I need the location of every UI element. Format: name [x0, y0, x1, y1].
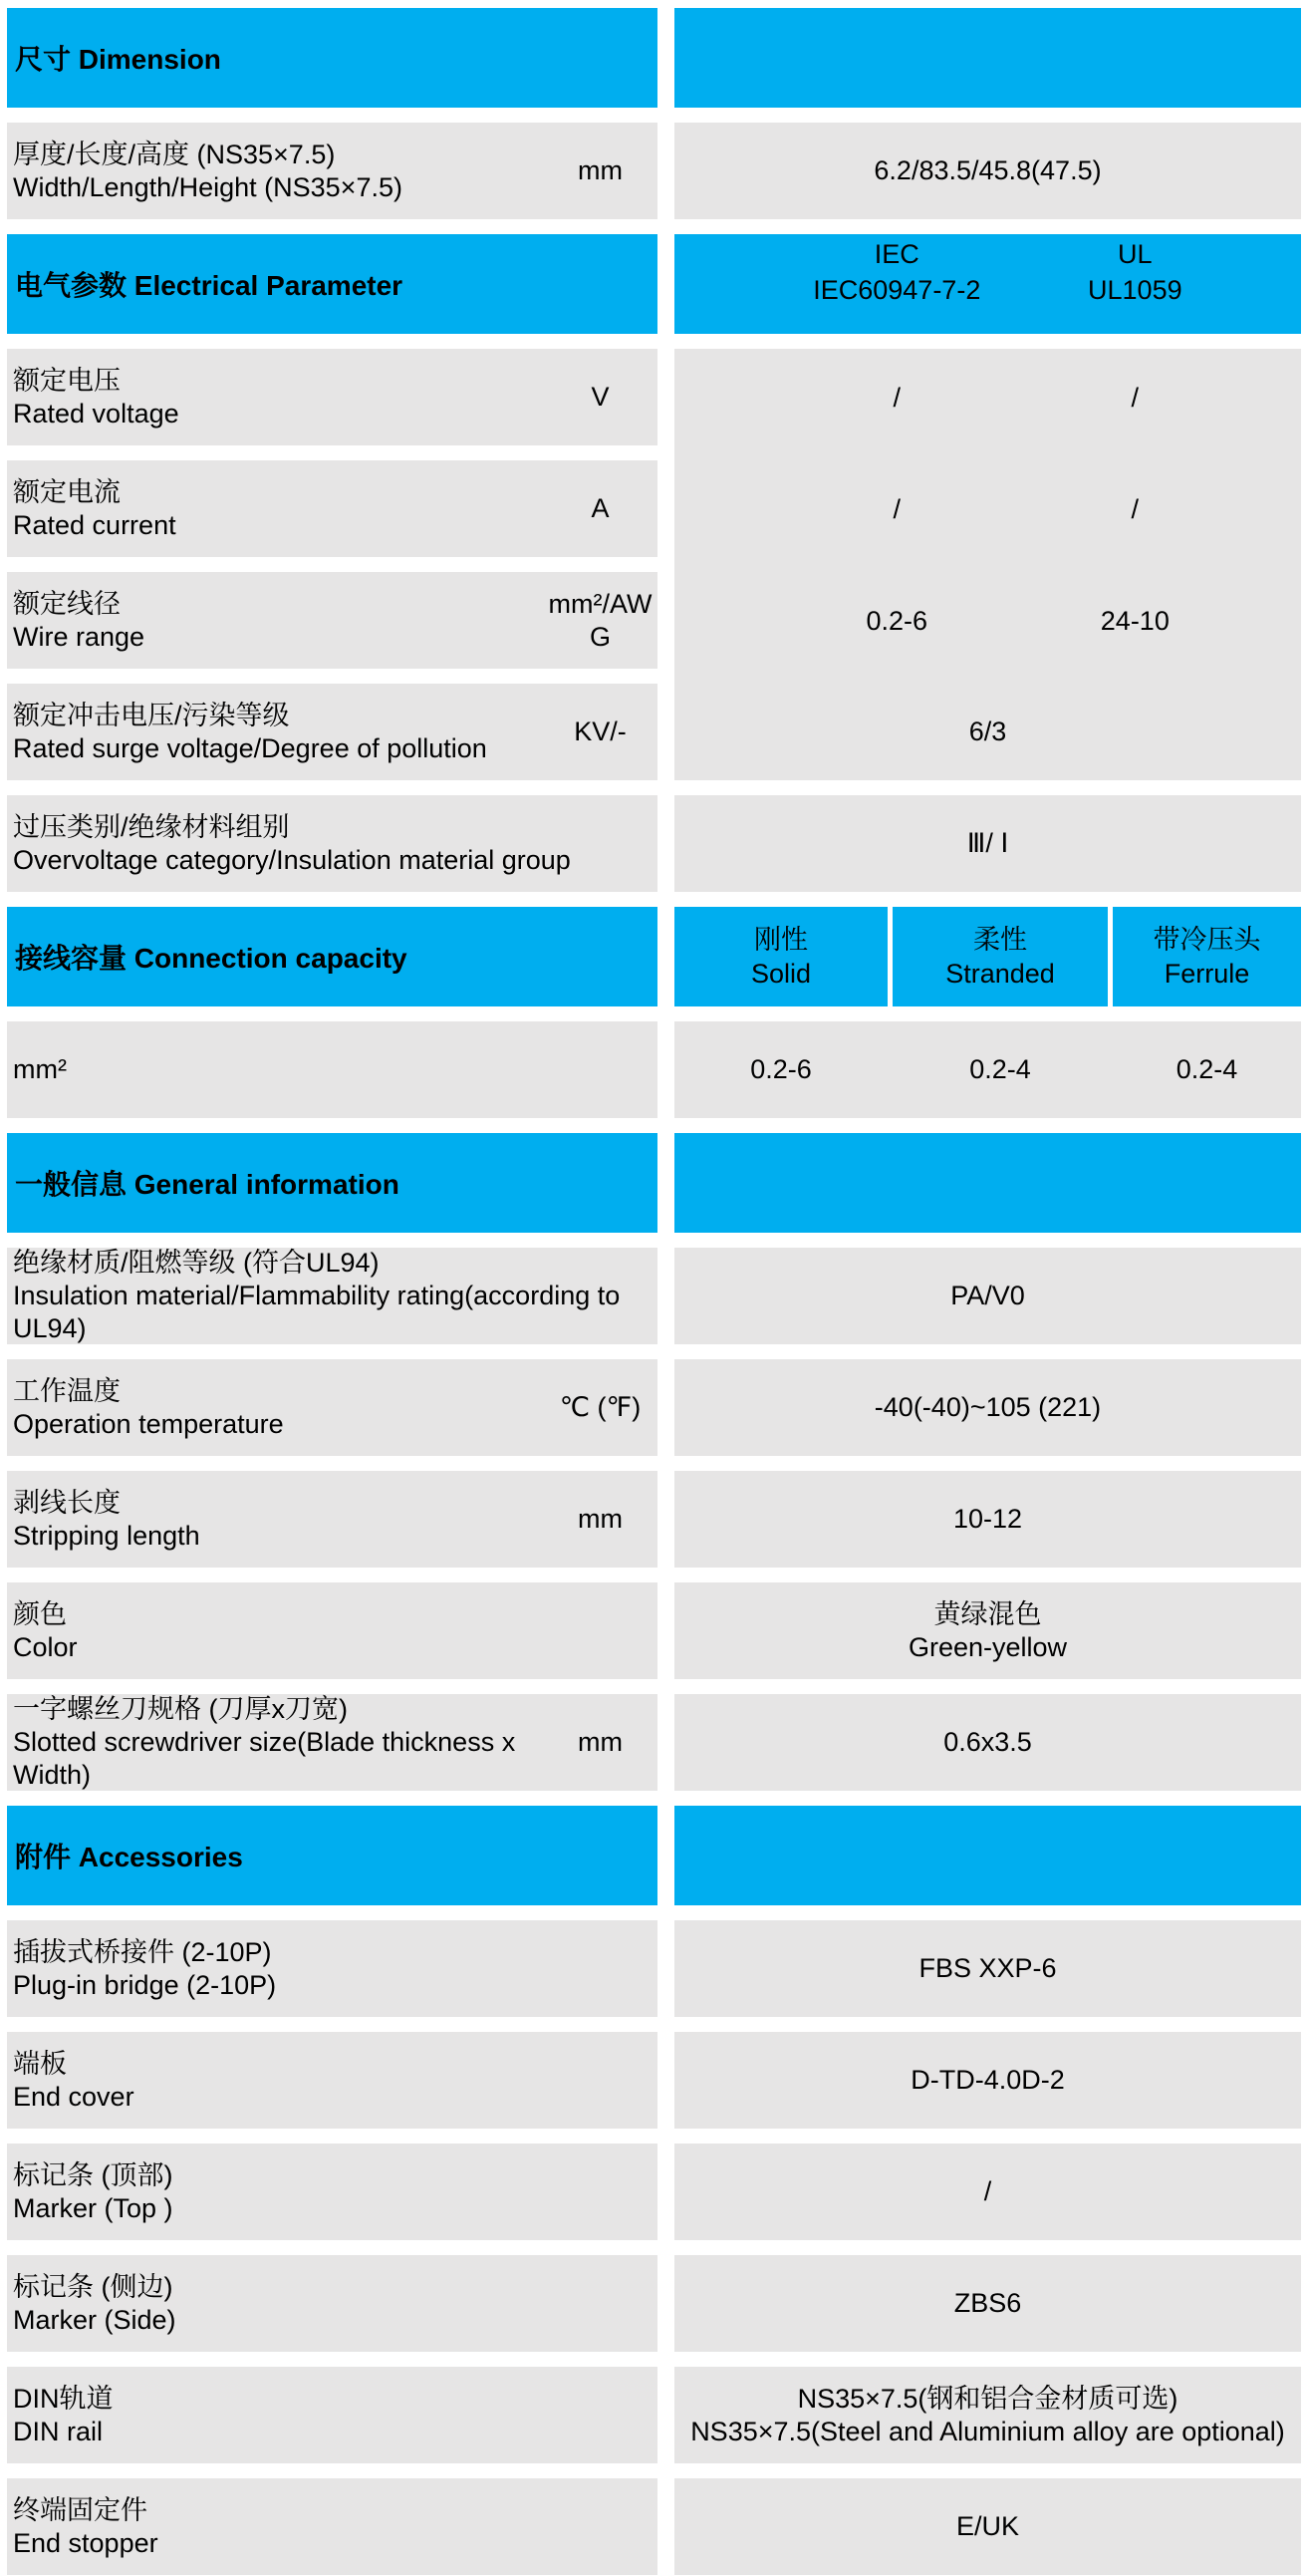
rated-voltage-unit: V	[591, 382, 610, 412]
bridge-label-cell	[7, 1920, 657, 2017]
connection-columns	[674, 907, 1301, 1006]
end-cover-value: D-TD-4.0D-2	[911, 2065, 1065, 2095]
connection-header-label: 接线容量 Connection capacity	[15, 943, 407, 974]
wire-range-label-en: Wire range	[13, 621, 145, 652]
ferrule-label-zh: 带冷压头	[1153, 925, 1261, 955]
accessories-header-cell	[7, 1806, 657, 1905]
capacity-mm2-label-cell	[7, 1021, 657, 1118]
accessories-header-spacer	[674, 1806, 1301, 1905]
marker-top-label-en: Marker (Top )	[13, 2192, 173, 2223]
marker-side-label-zh: 标记条 (侧边)	[13, 2271, 173, 2302]
rated-voltage-label	[13, 365, 543, 430]
screwdriver-value-cell	[674, 1694, 1301, 1791]
wire-range-values	[674, 572, 1301, 669]
stripping-label-en: Stripping length	[13, 1520, 200, 1551]
rated-voltage-ul-value: /	[1131, 382, 1140, 413]
iec-standard: IEC60947-7-2	[813, 275, 981, 305]
stripping-label	[13, 1487, 543, 1553]
stranded-label-zh: 柔性	[973, 925, 1027, 955]
row-end-stopper	[7, 2478, 1301, 2575]
stripping-unit: mm	[578, 1504, 623, 1534]
rated-current-values	[674, 460, 1301, 557]
stripping-value: 10-12	[952, 1504, 1023, 1534]
din-rail-value-en: NS35×7.5(Steel and Aluminium alloy are optional)	[690, 2416, 1285, 2446]
marker-top-label-cell	[7, 2144, 657, 2240]
electrical-labels-column	[7, 349, 657, 780]
screwdriver-unit: mm	[578, 1727, 623, 1757]
row-color	[7, 1582, 1301, 1679]
ul-label: UL	[1118, 239, 1153, 269]
marker-top-value: /	[983, 2176, 992, 2206]
end-cover-label	[13, 2048, 657, 2114]
row-rated-current-label	[7, 460, 657, 557]
end-stopper-value: E/UK	[955, 2511, 1020, 2541]
dimension-header-spacer	[674, 8, 1301, 108]
accessories-header-label: 附件 Accessories	[15, 1842, 243, 1872]
wire-range-iec-value: 0.2-6	[866, 605, 928, 636]
rated-voltage-iec-value: /	[893, 382, 902, 413]
din-rail-label-cell	[7, 2367, 657, 2463]
row-capacity-mm2	[7, 1021, 1301, 1118]
capacity-stranded-value: 0.2-4	[969, 1054, 1031, 1084]
stranded-label-en: Stranded	[945, 959, 1055, 989]
ul-standard: UL1059	[1088, 275, 1182, 305]
size-label-cell	[7, 123, 657, 219]
bridge-label-zh: 插拔式桥接件 (2-10P)	[13, 1936, 272, 1967]
row-wire-range-label	[7, 572, 657, 669]
electrical-header-label: 电气参数 Electrical Parameter	[15, 270, 403, 301]
din-rail-value-zh: NS35×7.5(钢和铝合金材质可选)	[797, 2383, 1178, 2414]
section-header-dimension	[7, 8, 1301, 108]
end-stopper-label-en: End stopper	[13, 2527, 158, 2558]
marker-side-value-cell	[674, 2255, 1301, 2352]
electrical-values-merged-cell	[674, 349, 1301, 780]
band-electrical-values	[7, 349, 1301, 780]
color-label-en: Color	[13, 1631, 78, 1662]
dimension-header-label: 尺寸 Dimension	[15, 44, 221, 75]
rated-current-label-zh: 额定电流	[13, 476, 121, 507]
wire-range-ul-value: 24-10	[1100, 605, 1170, 636]
row-marker-top	[7, 2144, 1301, 2240]
temperature-label	[13, 1375, 543, 1441]
color-value-zh: 黄绿混色	[933, 1598, 1042, 1629]
insulation-label-en: Insulation material/Flammability rating(according to UL94)	[13, 1281, 621, 1343]
section-header-connection	[7, 907, 1301, 1006]
end-stopper-label	[13, 2494, 657, 2560]
wire-range-label-zh: 额定线径	[13, 588, 121, 619]
overvoltage-label-zh: 过压类别/绝缘材料组别	[13, 811, 290, 842]
capacity-ferrule-value: 0.2-4	[1176, 1054, 1238, 1084]
stripping-label-zh: 剥线长度	[13, 1487, 121, 1518]
surge-label	[13, 700, 543, 765]
overvoltage-label	[13, 811, 657, 877]
insulation-label-cell	[7, 1248, 657, 1344]
screwdriver-label-en: Slotted screwdriver size(Blade thickness x Width)	[13, 1727, 516, 1790]
size-value-cell	[674, 123, 1301, 219]
row-rated-voltage-label	[7, 349, 657, 445]
screwdriver-label-zh: 一字螺丝刀规格 (刀厚x刀宽)	[13, 1694, 348, 1724]
overvoltage-value: Ⅲ/ Ⅰ	[966, 828, 1009, 858]
general-header-label: 一般信息 General information	[15, 1169, 399, 1200]
overvoltage-value-cell	[674, 795, 1301, 892]
ul-standard-column	[1088, 236, 1182, 308]
marker-side-label-en: Marker (Side)	[13, 2304, 176, 2335]
color-value-cell	[674, 1582, 1301, 1679]
connection-column-solid	[674, 907, 888, 1006]
marker-side-label	[13, 2271, 657, 2337]
end-cover-label-cell	[7, 2032, 657, 2129]
stripping-value-cell	[674, 1471, 1301, 1568]
row-surge-label	[7, 684, 657, 780]
iec-label: IEC	[874, 239, 919, 269]
size-label	[13, 139, 543, 204]
ferrule-label-en: Ferrule	[1164, 959, 1250, 989]
color-value-en: Green-yellow	[908, 1631, 1068, 1662]
connection-header-cell	[7, 907, 657, 1006]
end-stopper-label-zh: 终端固定件	[13, 2494, 147, 2525]
row-stripping	[7, 1471, 1301, 1568]
row-marker-side	[7, 2255, 1301, 2352]
size-label-en: Width/Length/Height (NS35×7.5)	[13, 171, 402, 202]
dimension-header-cell	[7, 8, 657, 108]
row-overvoltage	[7, 795, 1301, 892]
row-temperature	[7, 1359, 1301, 1456]
temperature-value: -40(-40)~105 (221)	[874, 1392, 1102, 1422]
capacity-mm2-values-cell	[674, 1021, 1301, 1118]
connection-column-stranded	[893, 907, 1108, 1006]
rated-current-iec-value: /	[893, 493, 902, 524]
end-cover-value-cell	[674, 2032, 1301, 2129]
surge-label-zh: 额定冲击电压/污染等级	[13, 700, 290, 730]
marker-top-label-zh: 标记条 (顶部)	[13, 2159, 173, 2190]
electrical-standards-cell	[674, 234, 1301, 334]
surge-unit: KV/-	[574, 716, 627, 746]
surge-label-en: Rated surge voltage/Degree of pollution	[13, 732, 487, 763]
electrical-header-cell	[7, 234, 657, 334]
marker-side-label-cell	[7, 2255, 657, 2352]
stripping-label-cell	[7, 1471, 657, 1568]
iec-standard-column	[813, 236, 980, 308]
screwdriver-label	[13, 1694, 543, 1791]
color-label-zh: 颜色	[13, 1598, 67, 1629]
temperature-label-zh: 工作温度	[13, 1375, 121, 1406]
section-header-general	[7, 1133, 1301, 1233]
section-header-electrical	[7, 234, 1301, 334]
marker-top-value-cell	[674, 2144, 1301, 2240]
row-insulation	[7, 1248, 1301, 1344]
surge-value: 6/3	[968, 716, 1007, 746]
solid-label-en: Solid	[750, 959, 812, 989]
overvoltage-label-cell	[7, 795, 657, 892]
insulation-value: PA/V0	[950, 1281, 1025, 1310]
din-rail-value-cell	[674, 2367, 1301, 2463]
rated-voltage-values	[674, 349, 1301, 445]
bridge-label-en: Plug-in bridge (2-10P)	[13, 1969, 277, 2000]
section-header-accessories	[7, 1806, 1301, 1905]
end-cover-label-zh: 端板	[13, 2048, 67, 2079]
connection-column-ferrule	[1113, 907, 1301, 1006]
bridge-value: FBS XXP-6	[918, 1953, 1057, 1983]
capacity-mm2-label: mm²	[13, 1054, 67, 1084]
insulation-label-zh: 绝缘材质/阻燃等级 (符合UL94)	[13, 1248, 380, 1278]
end-stopper-label-cell	[7, 2478, 657, 2575]
temperature-label-en: Operation temperature	[13, 1408, 284, 1439]
color-label-cell	[7, 1582, 657, 1679]
insulation-value-cell	[674, 1248, 1301, 1344]
din-rail-label	[13, 2383, 657, 2448]
row-din-rail	[7, 2367, 1301, 2463]
rated-voltage-label-zh: 额定电压	[13, 365, 121, 396]
size-value: 6.2/83.5/45.8(47.5)	[874, 155, 1102, 185]
bridge-value-cell	[674, 1920, 1301, 2017]
general-header-cell	[7, 1133, 657, 1233]
temperature-unit: ℃ (℉)	[559, 1392, 642, 1422]
general-header-spacer	[674, 1133, 1301, 1233]
end-stopper-value-cell	[674, 2478, 1301, 2575]
bridge-label	[13, 1936, 657, 2002]
rated-current-label-en: Rated current	[13, 509, 176, 540]
row-size	[7, 123, 1301, 219]
solid-label-zh: 刚性	[754, 925, 808, 955]
wire-range-label	[13, 588, 543, 654]
screwdriver-label-cell	[7, 1694, 657, 1791]
insulation-label	[13, 1248, 657, 1344]
temperature-label-cell	[7, 1359, 657, 1456]
rated-voltage-label-en: Rated voltage	[13, 398, 179, 429]
din-rail-label-en: DIN rail	[13, 2416, 104, 2446]
row-end-cover	[7, 2032, 1301, 2129]
end-cover-label-en: End cover	[13, 2081, 134, 2112]
row-bridge	[7, 1920, 1301, 2017]
color-label	[13, 1598, 657, 1664]
rated-current-unit: A	[591, 493, 610, 523]
din-rail-label-zh: DIN轨道	[13, 2383, 114, 2414]
capacity-solid-value: 0.2-6	[750, 1054, 812, 1084]
wire-range-unit: mm²/AWG	[548, 588, 653, 652]
temperature-value-cell	[674, 1359, 1301, 1456]
overvoltage-label-en: Overvoltage category/Insulation material group	[13, 844, 571, 875]
marker-top-label	[13, 2159, 657, 2225]
screwdriver-value: 0.6x3.5	[943, 1727, 1032, 1757]
size-unit: mm	[578, 155, 623, 185]
size-label-zh: 厚度/长度/高度 (NS35×7.5)	[13, 139, 336, 169]
row-screwdriver	[7, 1694, 1301, 1791]
surge-value-cell	[674, 684, 1301, 780]
rated-current-ul-value: /	[1131, 493, 1140, 524]
rated-current-label	[13, 476, 543, 542]
marker-side-value: ZBS6	[953, 2288, 1022, 2318]
